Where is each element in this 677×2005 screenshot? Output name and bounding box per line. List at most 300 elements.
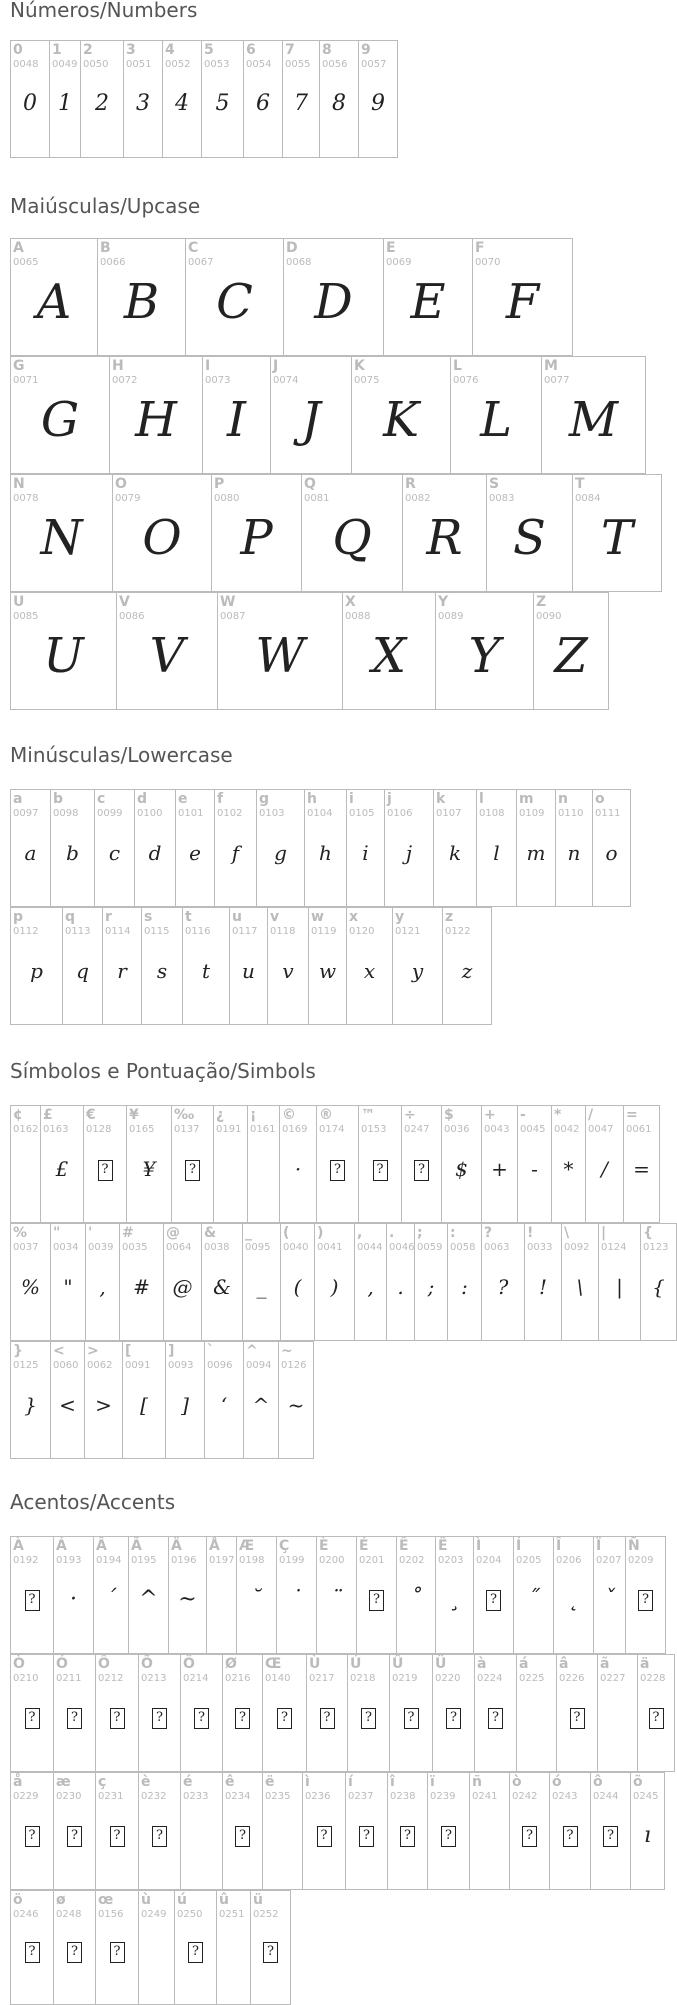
glyph-label: ! bbox=[527, 1225, 534, 1241]
glyph-cell bbox=[388, 1773, 428, 1890]
glyph-cell bbox=[142, 908, 183, 1025]
glyph-code: 0227 bbox=[600, 1673, 626, 1684]
glyph-code: 0203 bbox=[438, 1555, 464, 1566]
glyph-label: > bbox=[87, 1343, 99, 1359]
glyph-sample: J bbox=[301, 392, 321, 448]
glyph-cell bbox=[390, 1655, 433, 1772]
glyph-label: f bbox=[217, 791, 224, 807]
glyph-code: 0073 bbox=[205, 375, 231, 386]
glyph-label: X bbox=[345, 594, 356, 610]
glyph-label: @ bbox=[166, 1225, 180, 1241]
glyph-cell bbox=[120, 1224, 164, 1341]
glyph-code: 0038 bbox=[204, 1242, 230, 1253]
glyph-cell bbox=[474, 1537, 514, 1654]
glyph-code: 0196 bbox=[171, 1555, 197, 1566]
glyph-code: 0217 bbox=[309, 1673, 335, 1684]
glyph-sample bbox=[251, 1941, 290, 1963]
glyph-sample: ^ bbox=[139, 1587, 158, 1612]
glyph-code: 0226 bbox=[559, 1673, 585, 1684]
glyph-cell bbox=[268, 908, 309, 1025]
accents-row bbox=[10, 1654, 675, 1772]
accents-row bbox=[10, 1772, 665, 1890]
glyph-sample: ? bbox=[497, 1275, 509, 1299]
glyph-label: h bbox=[307, 791, 317, 807]
missing-glyph-icon bbox=[98, 1160, 113, 1181]
glyph-label: ó bbox=[552, 1774, 562, 1790]
glyph-code: 0103 bbox=[259, 808, 285, 819]
glyph-label: ¥ bbox=[129, 1107, 139, 1123]
glyph-code: 0080 bbox=[214, 493, 240, 504]
glyph-sample bbox=[175, 1941, 216, 1963]
glyph-cell bbox=[203, 357, 271, 474]
glyph-cell bbox=[218, 593, 343, 710]
glyph-code: 0059 bbox=[417, 1242, 443, 1253]
glyph-code: 0121 bbox=[395, 926, 421, 937]
glyph-sample bbox=[428, 1825, 469, 1847]
glyph-cell bbox=[534, 593, 609, 710]
glyph-label: È bbox=[319, 1538, 329, 1554]
glyph-sample: u bbox=[242, 959, 255, 983]
glyph-label: ~ bbox=[281, 1343, 293, 1359]
glyph-sample: D bbox=[314, 274, 353, 330]
missing-glyph-icon bbox=[603, 1826, 618, 1847]
glyph-sample bbox=[626, 1589, 665, 1611]
glyph-cell bbox=[166, 1342, 205, 1459]
glyph-sample: z bbox=[461, 959, 473, 983]
glyph-code: 0238 bbox=[390, 1791, 416, 1802]
glyph-code: 0051 bbox=[126, 59, 152, 70]
glyph-cell bbox=[525, 1224, 562, 1341]
missing-glyph-icon bbox=[446, 1708, 461, 1729]
missing-glyph-icon bbox=[25, 1942, 40, 1963]
glyph-code: 0174 bbox=[319, 1124, 345, 1135]
glyph-label: á bbox=[519, 1656, 529, 1672]
glyph-sample: c bbox=[108, 841, 121, 865]
glyph-label: ä bbox=[640, 1656, 650, 1672]
missing-glyph-icon bbox=[110, 1942, 125, 1963]
section-title-upcase: Maiúsculas/Upcase bbox=[10, 194, 201, 218]
glyph-cell bbox=[357, 1537, 397, 1654]
glyph-cell bbox=[129, 1537, 169, 1654]
glyph-sample: 2 bbox=[95, 91, 109, 116]
glyph-cell bbox=[573, 475, 662, 592]
glyph-label: Ì bbox=[476, 1538, 482, 1554]
glyph-label: Ü bbox=[435, 1656, 447, 1672]
glyph-label: P bbox=[214, 476, 225, 492]
glyph-sample: F bbox=[505, 274, 540, 330]
glyph-code: 0200 bbox=[319, 1555, 345, 1566]
glyph-label: l bbox=[479, 791, 484, 807]
glyph-label: Å bbox=[209, 1538, 220, 1554]
glyph-code: 0070 bbox=[475, 257, 501, 268]
glyph-code: 0054 bbox=[246, 59, 272, 70]
glyph-label: G bbox=[13, 358, 25, 374]
glyph-cell bbox=[251, 1891, 291, 2005]
glyph-code: 0088 bbox=[345, 611, 371, 622]
glyph-label: + bbox=[484, 1107, 496, 1123]
glyph-label: * bbox=[554, 1107, 562, 1123]
glyph-label: O bbox=[115, 476, 127, 492]
glyph-label: Í bbox=[516, 1538, 522, 1554]
missing-glyph-icon bbox=[277, 1708, 292, 1729]
glyph-label: i bbox=[349, 791, 354, 807]
glyph-sample: s bbox=[156, 959, 168, 983]
section-title-lowercase: Minúsculas/Lowercase bbox=[10, 743, 233, 767]
glyph-sample: ˚ bbox=[410, 1587, 422, 1612]
glyph-label: ? bbox=[484, 1225, 493, 1241]
glyph-sample: ~ bbox=[178, 1587, 197, 1612]
glyph-sample: \ bbox=[576, 1275, 584, 1299]
glyph-code: 0229 bbox=[13, 1791, 39, 1802]
glyph-code: 0212 bbox=[98, 1673, 124, 1684]
glyph-code: 0228 bbox=[640, 1673, 666, 1684]
glyph-code: 0097 bbox=[13, 808, 39, 819]
glyph-sample bbox=[638, 1707, 674, 1729]
glyph-label: ‰ bbox=[174, 1107, 195, 1123]
glyph-code: 0225 bbox=[519, 1673, 545, 1684]
glyph-cell bbox=[403, 475, 487, 592]
glyph-code: 0191 bbox=[216, 1124, 242, 1135]
glyph-cell bbox=[355, 1224, 387, 1341]
glyph-cell bbox=[175, 1891, 217, 2005]
glyph-label: K bbox=[354, 358, 365, 374]
glyph-cell bbox=[85, 1342, 123, 1459]
glyph-cell bbox=[477, 790, 517, 907]
glyph-cell bbox=[113, 475, 212, 592]
upcase-row bbox=[10, 356, 646, 474]
glyph-sample: j bbox=[405, 841, 413, 865]
glyph-cell bbox=[54, 1891, 96, 2005]
glyph-cell bbox=[347, 908, 393, 1025]
glyph-code: 0095 bbox=[245, 1242, 271, 1253]
glyph-label: r bbox=[105, 909, 112, 925]
glyph-label: N bbox=[13, 476, 25, 492]
glyph-sample: ^ bbox=[252, 1393, 270, 1417]
glyph-code: 0074 bbox=[273, 375, 299, 386]
section-title-symbols: Símbolos e Pontuação/Simbols bbox=[10, 1059, 316, 1083]
missing-glyph-icon bbox=[25, 1590, 40, 1611]
glyph-cell bbox=[223, 1773, 263, 1890]
glyph-code: 0093 bbox=[168, 1360, 194, 1371]
glyph-label: í bbox=[348, 1774, 353, 1790]
glyph-label: = bbox=[626, 1107, 638, 1123]
glyph-sample bbox=[433, 1707, 474, 1729]
glyph-sample: ~ bbox=[287, 1393, 305, 1417]
glyph-cell bbox=[41, 1106, 84, 1223]
glyph-sample bbox=[388, 1825, 427, 1847]
glyph-code: 0241 bbox=[472, 1791, 498, 1802]
glyph-cell bbox=[11, 1224, 51, 1341]
glyph-label: # bbox=[122, 1225, 134, 1241]
glyph-label: Œ bbox=[265, 1656, 282, 1672]
glyph-cell bbox=[54, 1655, 96, 1772]
missing-glyph-icon bbox=[67, 1708, 82, 1729]
glyph-label: Ò bbox=[13, 1656, 25, 1672]
glyph-sample: y bbox=[411, 959, 424, 983]
missing-glyph-icon bbox=[359, 1826, 374, 1847]
glyph-label: e bbox=[178, 791, 188, 807]
missing-glyph-icon bbox=[152, 1708, 167, 1729]
glyph-code: 0058 bbox=[450, 1242, 476, 1253]
glyph-label: s bbox=[144, 909, 153, 925]
glyph-code: 0117 bbox=[232, 926, 258, 937]
glyph-sample: S bbox=[513, 510, 546, 566]
glyph-code: 0126 bbox=[281, 1360, 307, 1371]
glyph-cell bbox=[11, 1773, 54, 1890]
glyph-label: / bbox=[588, 1107, 594, 1123]
glyph-code: 0109 bbox=[519, 808, 545, 819]
glyph-sample: = bbox=[633, 1157, 650, 1181]
glyph-sample: b bbox=[66, 841, 79, 865]
glyph-sample: * bbox=[563, 1157, 574, 1181]
glyph-sample: v bbox=[282, 959, 294, 983]
glyph-label: ] bbox=[168, 1343, 175, 1359]
glyph-code: 0072 bbox=[112, 375, 138, 386]
glyph-sample: ! bbox=[538, 1275, 548, 1299]
glyph-label: œ bbox=[98, 1892, 114, 1908]
glyph-label: F bbox=[475, 240, 485, 256]
glyph-label: D bbox=[286, 240, 298, 256]
glyph-label: ) bbox=[317, 1225, 324, 1241]
glyph-cell bbox=[257, 790, 305, 907]
glyph-label: Æ bbox=[239, 1538, 255, 1554]
missing-glyph-icon bbox=[152, 1826, 167, 1847]
glyph-sample bbox=[550, 1825, 590, 1847]
glyph-cell bbox=[96, 1891, 139, 2005]
symbols-row bbox=[10, 1105, 660, 1223]
glyph-cell bbox=[284, 239, 384, 356]
glyph-label: ÷ bbox=[404, 1107, 416, 1123]
glyph-sample: h bbox=[319, 841, 332, 865]
glyph-label: v bbox=[270, 909, 280, 925]
glyph-code: 0113 bbox=[65, 926, 91, 937]
glyph-cell bbox=[552, 1106, 586, 1223]
missing-glyph-icon bbox=[67, 1826, 82, 1847]
glyph-label: c bbox=[97, 791, 106, 807]
glyph-label: 3 bbox=[126, 42, 136, 58]
glyph-label: 7 bbox=[285, 42, 295, 58]
glyph-label: Y bbox=[438, 594, 449, 610]
glyph-cell bbox=[172, 1106, 214, 1223]
glyph-code: 0049 bbox=[52, 59, 78, 70]
lowercase-row bbox=[10, 789, 631, 907]
missing-glyph-icon bbox=[649, 1708, 664, 1729]
glyph-label: k bbox=[436, 791, 446, 807]
glyph-cell bbox=[94, 1537, 129, 1654]
glyph-label: ã bbox=[600, 1656, 610, 1672]
missing-glyph-icon bbox=[369, 1590, 384, 1611]
glyph-cell bbox=[51, 1342, 85, 1459]
glyph-cell bbox=[50, 41, 81, 158]
missing-glyph-icon bbox=[638, 1590, 653, 1611]
glyph-cell bbox=[442, 1106, 482, 1223]
glyph-label: ë bbox=[265, 1774, 275, 1790]
glyph-sample: k bbox=[448, 841, 462, 865]
glyph-label: ú bbox=[177, 1892, 187, 1908]
glyph-label: Ö bbox=[183, 1656, 195, 1672]
missing-glyph-icon bbox=[404, 1708, 419, 1729]
glyph-label: ø bbox=[56, 1892, 66, 1908]
glyph-label: 9 bbox=[361, 42, 371, 58]
glyph-code: 0062 bbox=[87, 1360, 113, 1371]
glyph-label: ç bbox=[98, 1774, 107, 1790]
glyph-label: { bbox=[643, 1225, 653, 1241]
glyph-label: ê bbox=[225, 1774, 235, 1790]
glyph-code: 0242 bbox=[512, 1791, 538, 1802]
glyph-code: 0192 bbox=[13, 1555, 39, 1566]
glyph-label: b bbox=[53, 791, 64, 807]
symbols-row bbox=[10, 1223, 677, 1341]
glyph-sample bbox=[307, 1707, 347, 1729]
glyph-sample bbox=[402, 1159, 441, 1181]
glyph-cell bbox=[139, 1773, 181, 1890]
glyph-sample: e bbox=[189, 841, 201, 865]
glyph-cell bbox=[202, 1224, 243, 1341]
glyph-sample: / bbox=[601, 1157, 608, 1181]
glyph-cell bbox=[517, 1655, 557, 1772]
glyph-cell bbox=[81, 41, 124, 158]
glyph-sample: ; bbox=[427, 1275, 435, 1299]
glyph-sample: N bbox=[40, 510, 83, 566]
glyph-code: 0204 bbox=[476, 1555, 502, 1566]
missing-glyph-icon bbox=[67, 1942, 82, 1963]
glyph-code: 0089 bbox=[438, 611, 464, 622]
glyph-label: É bbox=[359, 1538, 369, 1554]
glyph-cell bbox=[626, 1537, 666, 1654]
glyph-code: 0239 bbox=[430, 1791, 456, 1802]
glyph-label: [ bbox=[125, 1343, 132, 1359]
glyph-sample bbox=[54, 1941, 95, 1963]
glyph-cell bbox=[402, 1106, 442, 1223]
glyph-cell bbox=[117, 593, 218, 710]
glyph-cell bbox=[202, 41, 244, 158]
glyph-code: 0251 bbox=[219, 1909, 245, 1920]
glyph-cell bbox=[638, 1655, 675, 1772]
glyph-label: n bbox=[558, 791, 568, 807]
missing-glyph-icon bbox=[361, 1708, 376, 1729]
glyph-cell bbox=[397, 1537, 436, 1654]
missing-glyph-icon bbox=[185, 1160, 200, 1181]
glyph-code: 0050 bbox=[83, 59, 109, 70]
glyph-code: 0100 bbox=[137, 808, 163, 819]
glyph-code: 0162 bbox=[13, 1124, 39, 1135]
glyph-cell bbox=[96, 1773, 139, 1890]
glyph-cell bbox=[243, 1224, 281, 1341]
glyph-code: 0065 bbox=[13, 257, 39, 268]
glyph-code: 0123 bbox=[643, 1242, 669, 1253]
glyph-code: 0237 bbox=[348, 1791, 374, 1802]
glyph-label: é bbox=[183, 1774, 193, 1790]
missing-glyph-icon bbox=[373, 1160, 388, 1181]
glyph-cell bbox=[428, 1773, 470, 1890]
glyph-cell bbox=[443, 908, 492, 1025]
glyph-code: 0116 bbox=[185, 926, 211, 937]
glyph-label: ; bbox=[417, 1225, 423, 1241]
glyph-label: J bbox=[273, 358, 279, 374]
glyph-code: 0194 bbox=[96, 1555, 122, 1566]
glyph-cell bbox=[283, 41, 320, 158]
glyph-sample: q bbox=[76, 959, 89, 983]
glyph-sample bbox=[96, 1825, 138, 1847]
glyph-cell bbox=[591, 1773, 631, 1890]
glyph-cell bbox=[263, 1773, 303, 1890]
glyph-code: 0161 bbox=[250, 1124, 276, 1135]
glyph-code: 0091 bbox=[125, 1360, 151, 1371]
numbers-row bbox=[10, 40, 398, 158]
glyph-cell bbox=[186, 239, 284, 356]
glyph-label: E bbox=[386, 240, 396, 256]
glyph-sample: 3 bbox=[136, 91, 150, 116]
glyph-code: 0214 bbox=[183, 1673, 209, 1684]
glyph-label: Ù bbox=[309, 1656, 321, 1672]
glyph-label: Á bbox=[56, 1538, 67, 1554]
section-title-accents: Acentos/Accents bbox=[10, 1490, 176, 1514]
glyph-label: ô bbox=[593, 1774, 603, 1790]
glyph-code: 0106 bbox=[387, 808, 413, 819]
glyph-cell bbox=[550, 1773, 591, 1890]
glyph-sample bbox=[84, 1159, 126, 1181]
glyph-label: 2 bbox=[83, 42, 93, 58]
glyph-cell bbox=[393, 908, 443, 1025]
glyph-cell bbox=[84, 1106, 127, 1223]
glyph-cell bbox=[302, 475, 403, 592]
glyph-code: 0218 bbox=[350, 1673, 376, 1684]
glyph-sample: I bbox=[227, 392, 246, 448]
glyph-code: 0110 bbox=[558, 808, 584, 819]
glyph-sample bbox=[475, 1707, 516, 1729]
glyph-code: 0068 bbox=[286, 257, 312, 268]
glyph-sample: T bbox=[600, 510, 633, 566]
glyph-code: 0052 bbox=[165, 59, 191, 70]
glyph-cell bbox=[518, 1106, 552, 1223]
glyph-cell bbox=[475, 1655, 517, 1772]
glyph-label: û bbox=[219, 1892, 229, 1908]
glyph-label: è bbox=[141, 1774, 151, 1790]
glyph-code: 0057 bbox=[361, 59, 387, 70]
glyph-cell bbox=[352, 357, 451, 474]
glyph-cell bbox=[562, 1224, 599, 1341]
glyph-label: õ bbox=[633, 1774, 643, 1790]
glyph-sample bbox=[11, 1825, 53, 1847]
glyph-cell bbox=[487, 475, 573, 592]
glyph-label: H bbox=[112, 358, 124, 374]
glyph-label: à bbox=[477, 1656, 487, 1672]
glyph-cell bbox=[164, 1224, 202, 1341]
glyph-sample bbox=[181, 1707, 222, 1729]
glyph-sample: l bbox=[493, 841, 500, 865]
glyph-cell bbox=[384, 239, 473, 356]
glyph-cell bbox=[631, 1773, 665, 1890]
glyph-label: S bbox=[489, 476, 500, 492]
glyph-code: 0099 bbox=[97, 808, 123, 819]
glyph-label: _ bbox=[245, 1225, 252, 1241]
glyph-code: 0055 bbox=[285, 59, 311, 70]
missing-glyph-icon bbox=[441, 1826, 456, 1847]
glyph-sample: Z bbox=[554, 628, 588, 684]
glyph-label: d bbox=[137, 791, 148, 807]
glyph-code: 0124 bbox=[601, 1242, 627, 1253]
glyph-cell bbox=[556, 790, 593, 907]
glyph-label: 6 bbox=[246, 42, 256, 58]
glyph-label: W bbox=[220, 594, 236, 610]
glyph-sample bbox=[96, 1941, 138, 1963]
glyph-sample: ¥ bbox=[142, 1157, 156, 1181]
glyph-label: V bbox=[119, 594, 130, 610]
glyph-code: 0231 bbox=[98, 1791, 124, 1802]
glyph-cell bbox=[271, 357, 352, 474]
glyph-sample bbox=[474, 1589, 513, 1611]
glyph-code: 0195 bbox=[131, 1555, 157, 1566]
